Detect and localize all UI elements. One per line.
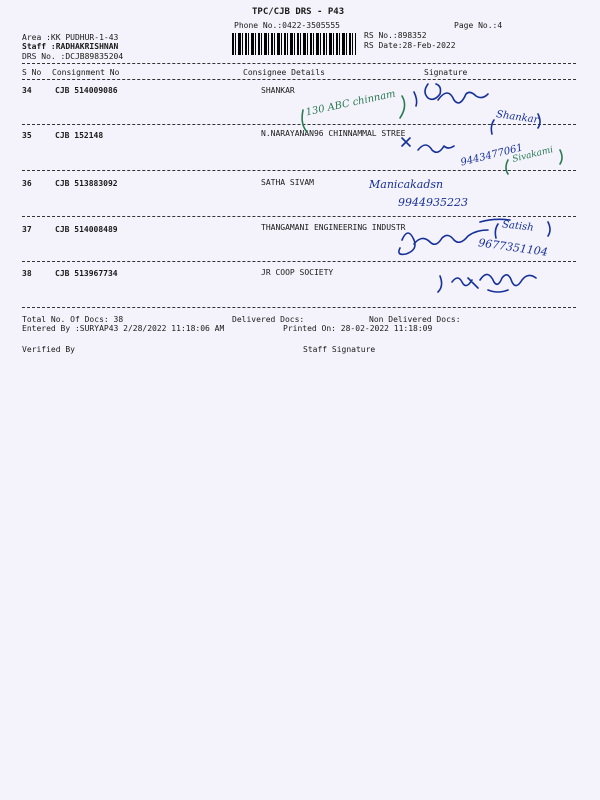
col-header-consignee: Consignee Details [243, 68, 325, 77]
handwritten-note: 130 ABC chinnam [304, 88, 397, 119]
barcode [232, 33, 356, 55]
col-header-consignment: Consignment No [52, 68, 120, 77]
row-sno: 36 [22, 179, 32, 188]
col-header-signature: Signature [424, 68, 468, 77]
row-consignment: CJB 513967734 [55, 269, 118, 278]
drs-number: DRS No. :DCJB89835204 [22, 52, 124, 61]
rs-date: RS Date:28-Feb-2022 [364, 41, 456, 50]
handwritten-phone: 9944935223 [398, 196, 468, 209]
handwritten-name: Sivakami [511, 145, 555, 165]
entered-by: Entered By :SURYAP43 2/28/2022 11:18:06 AM [22, 324, 225, 333]
handwritten-name: Manicakadsn [369, 178, 444, 191]
divider [22, 261, 576, 262]
printed-on: Printed On: 28-02-2022 11:18:09 [283, 324, 433, 333]
phone-number: Phone No.:0422-3505555 [234, 21, 340, 30]
handwritten-phone: 9677351104 [477, 236, 549, 259]
row-sno: 35 [22, 131, 32, 140]
total-docs: Total No. Of Docs: 38 [22, 315, 124, 324]
divider [22, 170, 576, 171]
divider [22, 216, 576, 217]
divider [22, 79, 576, 80]
divider [22, 63, 576, 64]
handwritten-name: Satish [501, 219, 535, 234]
row-consignee: JR COOP SOCIETY [261, 268, 334, 277]
handwritten-phone: 9443477061 [459, 142, 525, 169]
row-sno: 34 [22, 86, 32, 95]
row-consignee: SHANKAR [261, 86, 295, 95]
row-consignment: CJB 514009086 [55, 86, 118, 95]
divider [22, 307, 576, 308]
row-sno: 37 [22, 225, 32, 234]
non-delivered-docs: Non Delivered Docs: [369, 315, 461, 324]
staff-label: Staff :RADHAKRISHNAN [22, 42, 119, 51]
delivered-docs: Delivered Docs: [232, 315, 305, 324]
verified-by: Verified By [22, 345, 75, 354]
page-number: Page No.:4 [454, 21, 503, 30]
row-consignment: CJB 514008489 [55, 225, 118, 234]
staff-signature-label: Staff Signature [303, 345, 376, 354]
handwritten-name: Shankar [495, 109, 540, 126]
rs-number: RS No.:898352 [364, 31, 427, 40]
row-consignment: CJB 513883092 [55, 179, 118, 188]
row-consignee: THANGAMANI ENGINEERING INDUSTR [261, 223, 406, 232]
row-consignment: CJB 152148 [55, 131, 104, 140]
row-consignee: N.NARAYANAN96 CHINNAMMAL STREE [261, 129, 406, 138]
area-label: Area :KK PUDHUR-1-43 [22, 33, 119, 42]
col-header-sno: S No [22, 68, 42, 77]
row-sno: 38 [22, 269, 32, 278]
report-title: TPC/CJB DRS - P43 [252, 7, 345, 17]
row-consignee: SATHA SIVAM [261, 178, 314, 187]
divider [22, 124, 576, 125]
